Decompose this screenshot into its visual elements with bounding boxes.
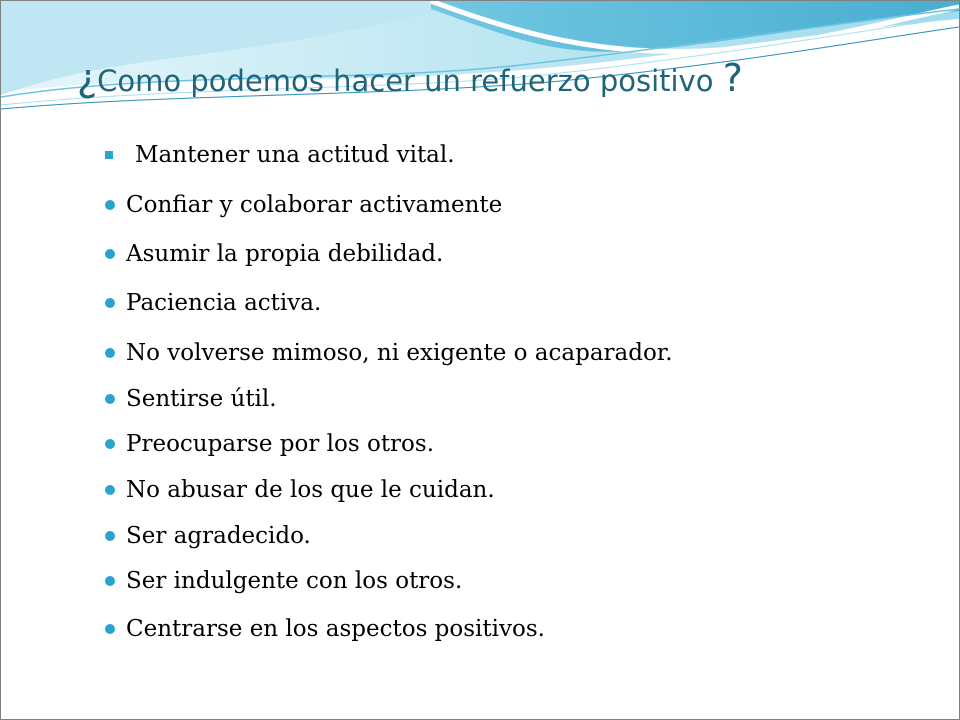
list-item (105, 190, 502, 220)
title-text: Como podemos hacer un refuerzo positivo (97, 64, 723, 98)
list-item (105, 521, 311, 551)
list-item-text: Confiar y colaborar activamente (126, 192, 503, 218)
square-bullet-icon (105, 151, 113, 159)
list-item-text: Ser indulgente con los otros. (126, 568, 463, 594)
circle-bullet-icon (105, 249, 115, 259)
list-item-text: Ser agradecido. (126, 523, 311, 549)
list-item-text: Centrarse en los aspectos positivos. (126, 616, 545, 642)
circle-bullet-icon (105, 298, 115, 308)
circle-bullet-icon (105, 348, 115, 358)
circle-bullet-icon (105, 439, 115, 449)
circle-bullet-icon (105, 531, 115, 541)
list-item (105, 239, 443, 269)
list-item-text: Mantener una actitud vital. (135, 142, 455, 168)
list-item (105, 475, 495, 505)
circle-bullet-icon (105, 200, 115, 210)
list-item-text: Asumir la propia debilidad. (126, 241, 444, 267)
list-item-text: Preocuparse por los otros. (126, 431, 435, 457)
circle-bullet-icon (105, 485, 115, 495)
slide-title (77, 56, 743, 100)
list-item (105, 614, 545, 644)
list-item-text: No abusar de los que le cuidan. (126, 477, 495, 503)
list-item-text: Sentirse útil. (126, 386, 277, 412)
circle-bullet-icon (105, 394, 115, 404)
title-close-mark: ? (722, 56, 743, 100)
circle-bullet-icon (105, 624, 115, 634)
list-item (105, 384, 277, 414)
title-open-mark: ¿ (77, 56, 98, 100)
list-item-text: No volverse mimoso, ni exigente o acaparador. (126, 340, 673, 366)
circle-bullet-icon (105, 576, 115, 586)
list-item (105, 140, 455, 170)
list-item (105, 338, 673, 368)
list-item (105, 566, 462, 596)
list-item (105, 429, 434, 459)
list-item (105, 288, 321, 318)
list-item-text: Paciencia activa. (126, 290, 322, 316)
